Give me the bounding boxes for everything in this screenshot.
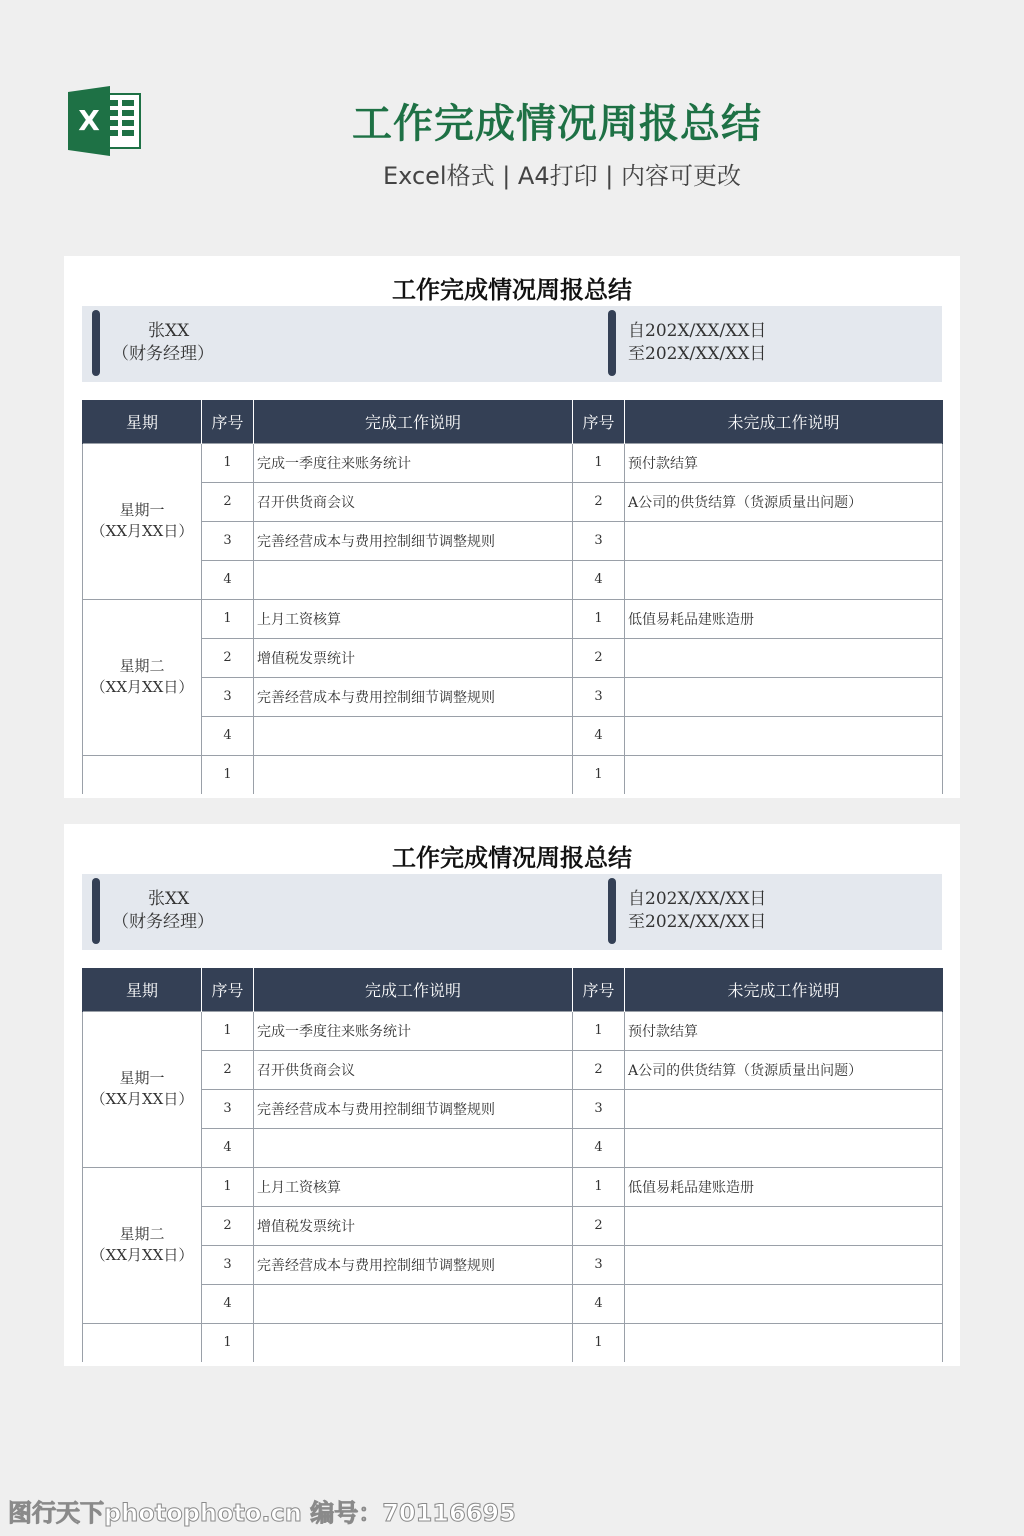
- undone-cell: [625, 1284, 943, 1323]
- table-header-row: [83, 400, 943, 443]
- undone-cell: 预付款结算: [625, 443, 943, 482]
- row-no: 4: [202, 1284, 254, 1323]
- done-cell: [254, 1128, 573, 1167]
- table-row: [83, 1284, 943, 1323]
- page-subtitle: Excel格式 | A4打印 | 内容可更改: [383, 162, 741, 190]
- undone-cell: 预付款结算: [625, 1011, 943, 1050]
- col-header-weekday: 星期: [83, 968, 202, 1011]
- period-info: [628, 320, 766, 366]
- done-cell: 召开供货商会议: [254, 1050, 573, 1089]
- col-header-done: 完成工作说明: [254, 968, 573, 1011]
- row-no2: 4: [573, 1128, 625, 1167]
- period-info: [628, 888, 766, 934]
- done-cell: [254, 1323, 573, 1362]
- table-row: [83, 716, 943, 755]
- done-cell: [254, 560, 573, 599]
- col-header-no: 序号: [202, 400, 254, 443]
- col-header-no: 序号: [202, 968, 254, 1011]
- row-no2: 3: [573, 521, 625, 560]
- weekday-date: （XX月XX日）: [90, 1246, 194, 1264]
- table-row: [83, 1167, 943, 1206]
- done-cell: 完善经营成本与费用控制细节调整规则: [254, 1089, 573, 1128]
- info-bar: [82, 874, 942, 950]
- col-header-weekday: 星期: [83, 400, 202, 443]
- row-no2: 4: [573, 716, 625, 755]
- report-table: [82, 400, 943, 794]
- table-row: [83, 1245, 943, 1284]
- row-no2: 4: [573, 1284, 625, 1323]
- row-no: 4: [202, 1128, 254, 1167]
- undone-cell: [625, 677, 943, 716]
- row-no: 1: [202, 599, 254, 638]
- undone-cell: 低值易耗品建账造册: [625, 599, 943, 638]
- undone-cell: [625, 1089, 943, 1128]
- row-no: 1: [202, 1167, 254, 1206]
- table-row: [83, 1206, 943, 1245]
- table-row: [83, 560, 943, 599]
- person-info: [112, 320, 214, 366]
- table-row: [83, 1089, 943, 1128]
- row-no2: 1: [573, 1323, 625, 1362]
- undone-cell: [625, 1323, 943, 1362]
- undone-cell: [625, 560, 943, 599]
- row-no2: 1: [573, 443, 625, 482]
- person-name: 张XX: [148, 321, 190, 341]
- undone-cell: [625, 1128, 943, 1167]
- col-header-done: 完成工作说明: [254, 400, 573, 443]
- done-cell: 增值税发票统计: [254, 638, 573, 677]
- weekday-date: （XX月XX日）: [90, 522, 194, 540]
- person-role: （财务经理）: [112, 912, 214, 932]
- col-header-undone: 未完成工作说明: [625, 968, 943, 1011]
- row-no: 2: [202, 482, 254, 521]
- table-row: [83, 443, 943, 482]
- page-title: 工作完成情况周报总结: [352, 101, 762, 147]
- weekday-cell: [83, 1011, 202, 1167]
- row-no: 1: [202, 1011, 254, 1050]
- row-no: 3: [202, 1089, 254, 1128]
- done-cell: 完善经营成本与费用控制细节调整规则: [254, 521, 573, 560]
- col-header-undone: 未完成工作说明: [625, 400, 943, 443]
- done-cell: [254, 1284, 573, 1323]
- undone-cell: A公司的供货结算（货源质量出问题）: [625, 482, 943, 521]
- period-from: 自202X/XX/XX日: [628, 889, 767, 909]
- weekday-cell: [83, 755, 202, 794]
- row-no: 2: [202, 1206, 254, 1245]
- weekday-label: 星期二: [119, 1225, 165, 1243]
- undone-cell: A公司的供货结算（货源质量出问题）: [625, 1050, 943, 1089]
- row-no2: 2: [573, 482, 625, 521]
- row-no2: 3: [573, 1089, 625, 1128]
- table-row: [83, 1128, 943, 1167]
- done-cell: 上月工资核算: [254, 1167, 573, 1206]
- table-row: [83, 482, 943, 521]
- table-row: [83, 1050, 943, 1089]
- row-no: 3: [202, 1245, 254, 1284]
- row-no2: 1: [573, 755, 625, 794]
- done-cell: 召开供货商会议: [254, 482, 573, 521]
- weekday-cell: [83, 443, 202, 599]
- undone-cell: [625, 1245, 943, 1284]
- row-no: 3: [202, 521, 254, 560]
- person-name: 张XX: [148, 889, 190, 909]
- table-row: [83, 521, 943, 560]
- table-row-partial: [83, 1323, 943, 1362]
- row-no: 1: [202, 443, 254, 482]
- row-no: 3: [202, 677, 254, 716]
- col-header-no2: 序号: [573, 400, 625, 443]
- undone-cell: [625, 755, 943, 794]
- sheet-preview-1: [64, 256, 960, 798]
- row-no2: 2: [573, 1050, 625, 1089]
- person-info: [112, 888, 214, 934]
- info-bar: [82, 306, 942, 382]
- row-no: 4: [202, 716, 254, 755]
- done-cell: 完成一季度往来账务统计: [254, 1011, 573, 1050]
- weekday-cell: [83, 1167, 202, 1323]
- row-no2: 2: [573, 638, 625, 677]
- done-cell: [254, 716, 573, 755]
- weekday-date: （XX月XX日）: [90, 678, 194, 696]
- done-cell: 增值税发票统计: [254, 1206, 573, 1245]
- table-row: [83, 599, 943, 638]
- table-header-row: [83, 968, 943, 1011]
- row-no2: 1: [573, 1011, 625, 1050]
- table-row: [83, 1011, 943, 1050]
- row-no: 1: [202, 755, 254, 794]
- sheet-preview-2: [64, 824, 960, 1366]
- period-to: 至202X/XX/XX日: [628, 912, 767, 932]
- row-no2: 3: [573, 1245, 625, 1284]
- row-no2: 2: [573, 1206, 625, 1245]
- row-no: 2: [202, 638, 254, 677]
- sheet-title: 工作完成情况周报总结: [392, 844, 632, 872]
- row-no2: 1: [573, 599, 625, 638]
- undone-cell: [625, 638, 943, 677]
- svg-text:X: X: [78, 104, 100, 137]
- weekday-date: （XX月XX日）: [90, 1090, 194, 1108]
- report-table: [82, 968, 943, 1362]
- sheet-title: 工作完成情况周报总结: [392, 276, 632, 304]
- row-no2: 4: [573, 560, 625, 599]
- weekday-label: 星期一: [119, 1069, 165, 1087]
- undone-cell: [625, 521, 943, 560]
- weekday-label: 星期一: [119, 501, 165, 519]
- info-accent-bar: [92, 878, 100, 944]
- info-accent-bar: [608, 878, 616, 944]
- info-accent-bar: [608, 310, 616, 376]
- done-cell: [254, 755, 573, 794]
- person-role: （财务经理）: [112, 344, 214, 364]
- done-cell: 上月工资核算: [254, 599, 573, 638]
- weekday-cell: [83, 599, 202, 755]
- done-cell: 完成一季度往来账务统计: [254, 443, 573, 482]
- row-no: 2: [202, 1050, 254, 1089]
- table-row-partial: [83, 755, 943, 794]
- col-header-no2: 序号: [573, 968, 625, 1011]
- table-row: [83, 677, 943, 716]
- row-no2: 1: [573, 1167, 625, 1206]
- undone-cell: [625, 1206, 943, 1245]
- period-to: 至202X/XX/XX日: [628, 344, 767, 364]
- undone-cell: [625, 716, 943, 755]
- period-from: 自202X/XX/XX日: [628, 321, 767, 341]
- done-cell: 完善经营成本与费用控制细节调整规则: [254, 677, 573, 716]
- done-cell: 完善经营成本与费用控制细节调整规则: [254, 1245, 573, 1284]
- row-no: 1: [202, 1323, 254, 1362]
- weekday-cell: [83, 1323, 202, 1362]
- watermark-text: 图行天下photophoto.cn 编号：70116695: [8, 1499, 516, 1527]
- row-no2: 3: [573, 677, 625, 716]
- info-accent-bar: [92, 310, 100, 376]
- undone-cell: 低值易耗品建账造册: [625, 1167, 943, 1206]
- row-no: 4: [202, 560, 254, 599]
- table-row: [83, 638, 943, 677]
- weekday-label: 星期二: [119, 657, 165, 675]
